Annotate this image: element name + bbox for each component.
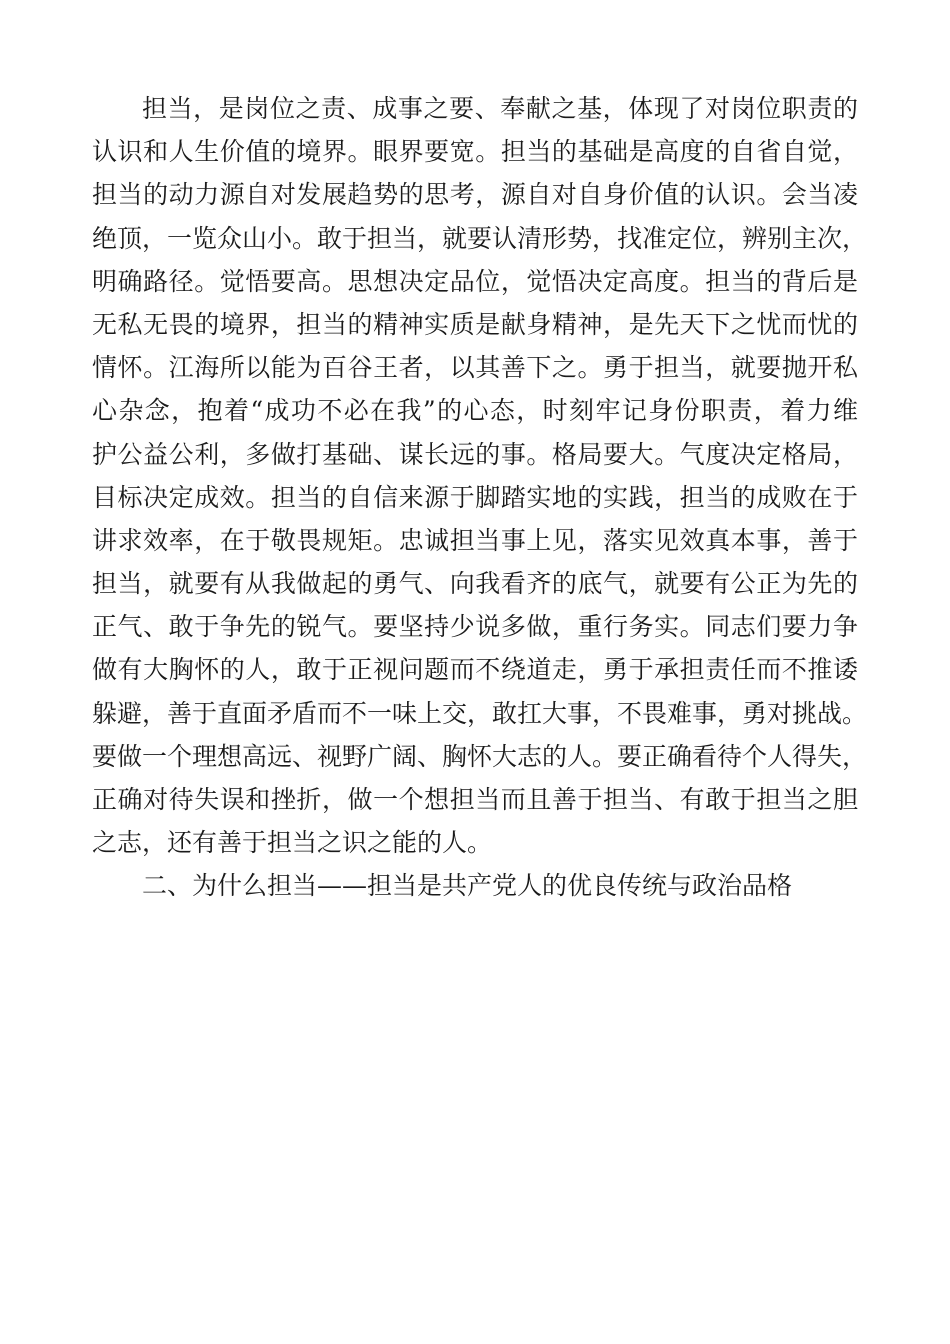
paragraph-line: 无私无畏的境界，担当的精神实质是献身精神，是先天下之忧而忧的	[92, 309, 858, 339]
paragraph-line: 担当，就要有从我做起的勇气、向我看齐的底气，就要有公正为先的	[92, 569, 858, 599]
paragraph-line: 护公益公利，多做打基础、谋长远的事。格局要大。气度决定格局，	[92, 439, 858, 469]
paragraph-line: 正确对待失误和挫折，做一个想担当而且善于担当、有敢于担当之胆	[92, 785, 858, 814]
paragraph-line: 情怀。江海所以能为百谷王者，以其善下之。勇于担当，就要抛开私	[92, 353, 858, 383]
section-heading-2: 二、为什么担当——担当是共产党人的优良传统与政治品格	[142, 871, 793, 901]
paragraph-line: 担当，是岗位之责、成事之要、奉献之基，体现了对岗位职责的	[142, 94, 858, 123]
paragraph-1	[92, 87, 868, 864]
paragraph-line: 担当的动力源自对发展趋势的思考，源自对自身价值的认识。会当凌	[92, 180, 858, 210]
paragraph-line: 心杂念，抱着“成功不必在我”的心态，时刻牢记身份职责，着力维	[92, 396, 858, 426]
paragraph-line: 绝顶，一览众山小。敢于担当，就要认清形势，找准定位，辨别主次，	[92, 223, 868, 253]
document-body	[92, 87, 868, 908]
paragraph-line: 做有大胸怀的人，敢于正视问题而不绕道走，勇于承担责任而不推诿	[92, 655, 858, 685]
paragraph-line: 明确路径。觉悟要高。思想决定品位，觉悟决定高度。担当的背后是	[92, 266, 858, 296]
paragraph-line: 要做一个理想高远、视野广阔、胸怀大志的人。要正确看待个人得失，	[92, 741, 868, 771]
paragraph-line: 目标决定成效。担当的自信来源于脚踏实地的实践，担当的成败在于	[92, 482, 858, 512]
paragraph-line: 讲求效率，在于敬畏规矩。忠诚担当事上见，落实见效真本事，善于	[92, 525, 858, 555]
paragraph-line: 正气、敢于争先的锐气。要坚持少说多做，重行务实。同志们要力争	[92, 612, 858, 642]
paragraph-line: 认识和人生价值的境界。眼界要宽。担当的基础是高度的自省自觉，	[92, 137, 858, 167]
paragraph-line: 之志，还有善于担当之识之能的人。	[92, 828, 493, 858]
paragraph-line: 躲避，善于直面矛盾而不一味上交，敢扛大事，不畏难事，勇对挑战。	[92, 698, 868, 728]
